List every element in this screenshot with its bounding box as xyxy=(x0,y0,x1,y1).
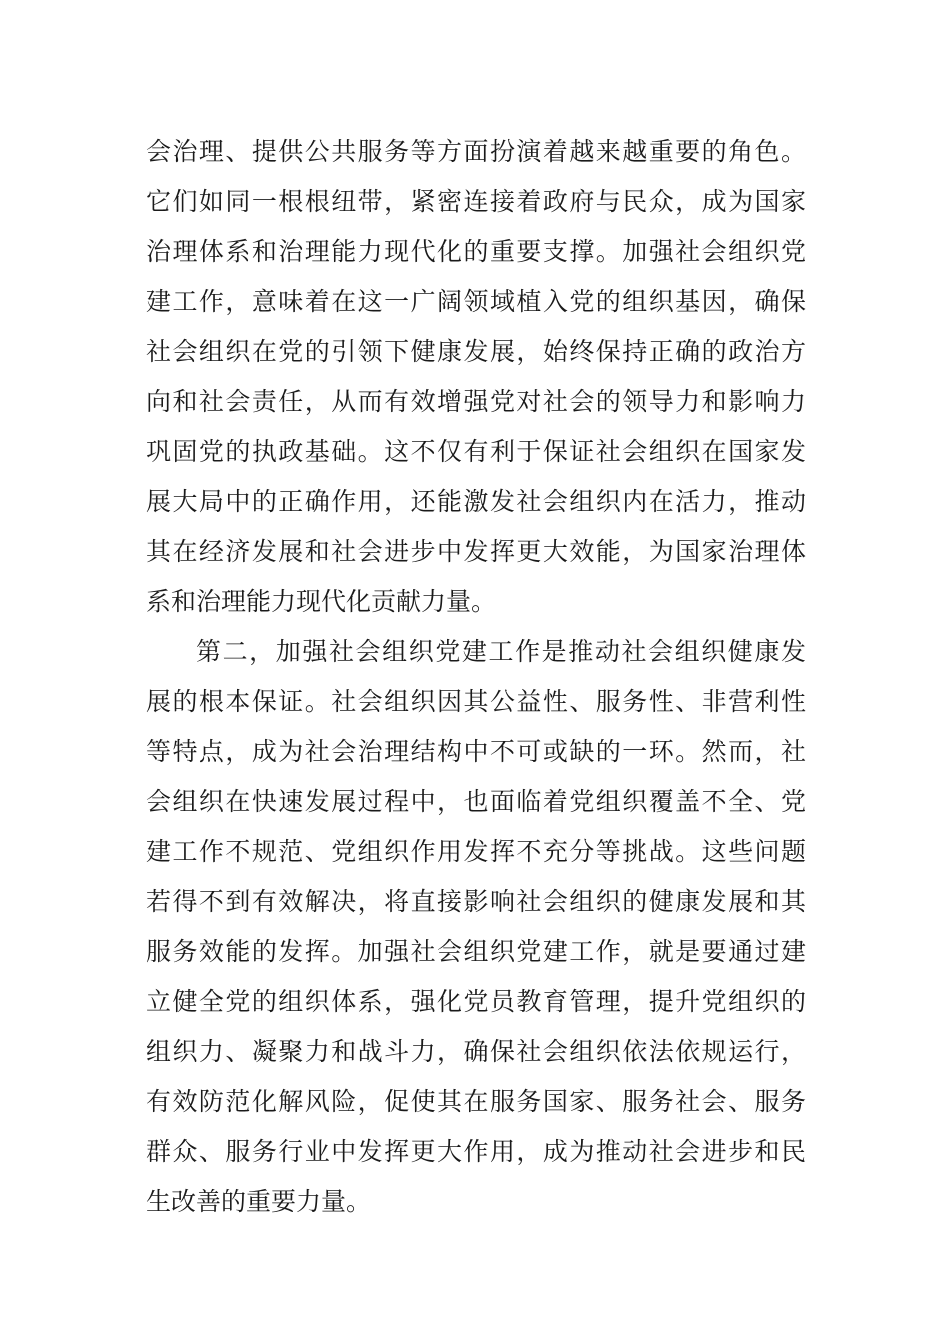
text-line: 生改善的重要力量。 xyxy=(146,1187,372,1216)
text-line: 社会组织在党的引领下健康发展，始终保持正确的政治方 xyxy=(146,337,806,366)
text-line: 治理体系和治理能力现代化的重要支撑。加强社会组织党 xyxy=(146,237,806,266)
paragraph-1 xyxy=(146,127,806,627)
text-line: 其在经济发展和社会进步中发挥更大效能，为国家治理体 xyxy=(146,537,806,566)
text-line: 展的根本保证。社会组织因其公益性、服务性、非营利性 xyxy=(146,687,806,716)
text-line: 建工作，意味着在这一广阔领域植入党的组织基因，确保 xyxy=(146,287,806,316)
text-line: 第二，加强社会组织党建工作是推动社会组织健康发 xyxy=(196,637,806,666)
text-line: 若得不到有效解决，将直接影响社会组织的健康发展和其 xyxy=(146,887,806,916)
text-line: 系和治理能力现代化贡献力量。 xyxy=(146,587,497,616)
text-line: 巩固党的执政基础。这不仅有利于保证社会组织在国家发 xyxy=(146,437,806,466)
text-line: 会治理、提供公共服务等方面扮演着越来越重要的角色。 xyxy=(146,137,806,166)
text-line: 建工作不规范、党组织作用发挥不充分等挑战。这些问题 xyxy=(146,837,806,866)
paragraph-2 xyxy=(146,627,806,1227)
text-line: 服务效能的发挥。加强社会组织党建工作，就是要通过建 xyxy=(146,937,806,966)
text-line: 立健全党的组织体系，强化党员教育管理，提升党组织的 xyxy=(146,987,806,1016)
text-line: 等特点，成为社会治理结构中不可或缺的一环。然而，社 xyxy=(146,737,806,766)
text-line: 向和社会责任，从而有效增强党对社会的领导力和影响力 xyxy=(146,387,806,416)
text-line: 有效防范化解风险，促使其在服务国家、服务社会、服务 xyxy=(146,1087,806,1116)
text-line: 群众、服务行业中发挥更大作用，成为推动社会进步和民 xyxy=(146,1137,806,1166)
text-line: 会组织在快速发展过程中，也面临着党组织覆盖不全、党 xyxy=(146,787,806,816)
text-line: 展大局中的正确作用，还能激发社会组织内在活力，推动 xyxy=(146,487,806,516)
text-line: 它们如同一根根纽带，紧密连接着政府与民众，成为国家 xyxy=(146,187,806,216)
text-line: 组织力、凝聚力和战斗力，确保社会组织依法依规运行， xyxy=(146,1037,806,1066)
